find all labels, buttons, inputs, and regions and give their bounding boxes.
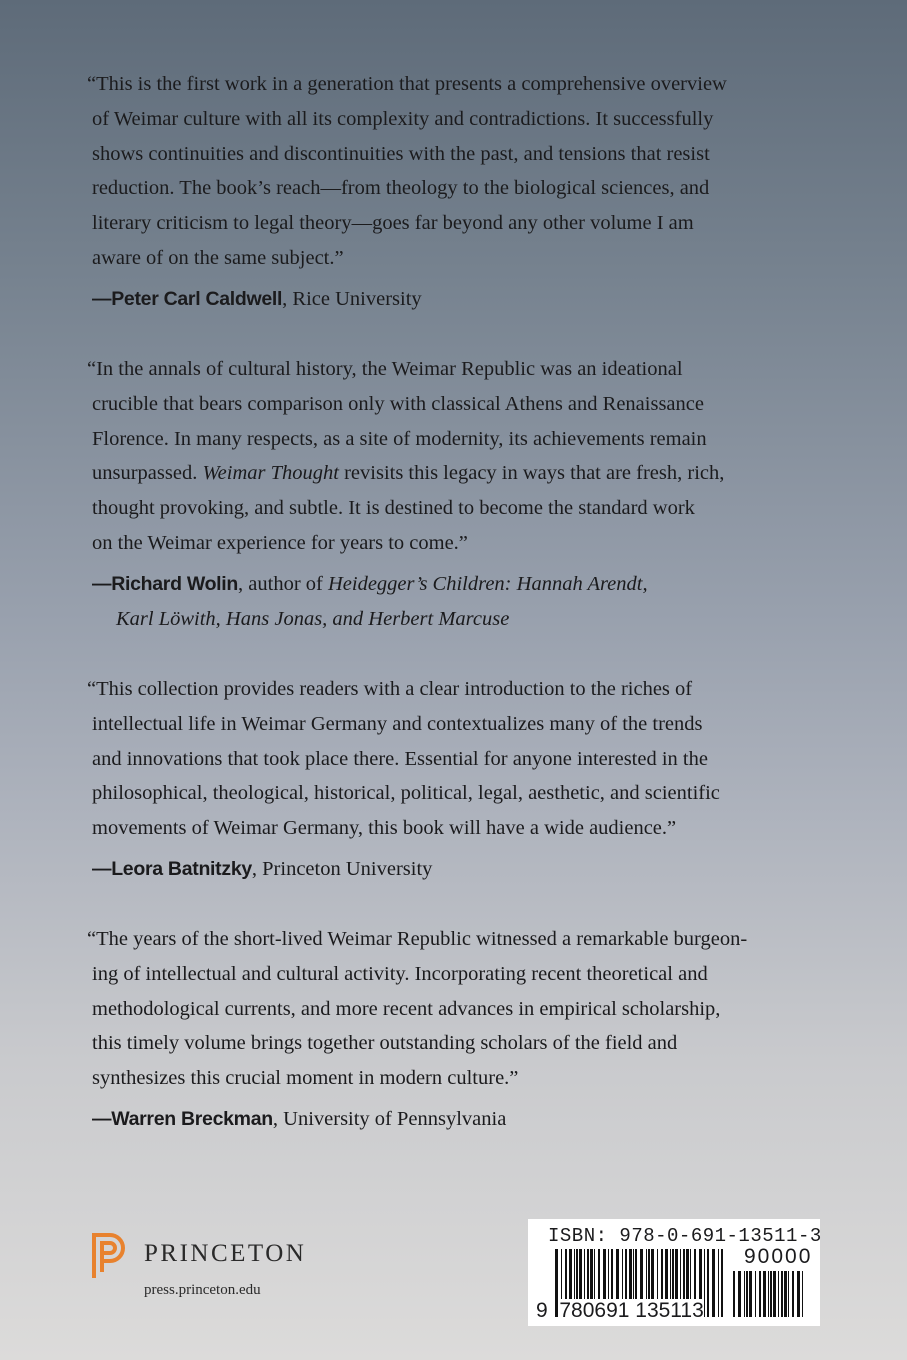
attribution [92,852,852,887]
quote-line: on the Weimar experience for years to come.” [92,531,468,554]
quote-line: reduction. The book’s reach—from theology to the biological sciences, and [92,177,710,200]
book-title: Heidegger’s Children: Hannah Arendt, [327,572,648,595]
quote-line: crucible that bears comparison only with classical Athens and Renaissance [92,392,704,415]
quote-line: “The years of the short-lived Weimar Republic witnessed a remarkable burgeon- [87,928,748,950]
author-affiliation: , author of [238,572,328,595]
barcode-addon: 90000 [744,1245,813,1268]
barcode-bar [768,1271,769,1317]
quote-line: synthesizes this crucial moment in modern culture.” [92,1067,519,1090]
barcode-bar [763,1271,766,1317]
barcode-bar [746,1271,748,1317]
quote-line: Florence. In many respects, as a site of modernity, its achievements remain [92,427,707,450]
barcode-bar [802,1271,803,1317]
barcode-bar [755,1271,756,1317]
princeton-p-icon [90,1232,130,1280]
isbn-text: ISBN: 978-0-691-13511-3 [548,1225,822,1247]
author-name: —Peter Carl Caldwell [92,287,283,310]
barcode-bar [797,1271,800,1317]
quote-line: aware of on the same subject.” [92,246,344,269]
blurb-wolin [87,352,852,636]
blurb-batnitzky [87,672,852,887]
author-name: —Richard Wolin [92,572,239,595]
barcode-bar [721,1249,723,1317]
author-affiliation: , Princeton University [251,857,433,880]
barcode-bar [778,1271,779,1317]
author-affiliation: , Rice University [282,287,422,310]
quote-line: “In the annals of cultural history, the Weimar Republic was an ideational [87,358,683,380]
barcode-bar [781,1271,783,1317]
barcode-bar [712,1249,715,1317]
quote-line: thought provoking, and subtle. It is destined to become the standard work [92,497,695,520]
barcode-bar [784,1271,787,1317]
author-name: —Warren Breckman [92,1107,273,1130]
barcode-bar [770,1271,772,1317]
barcode-digits [536,1299,704,1323]
quote-text: revisits this legacy in ways that are fresh, rich, [344,462,725,485]
barcode-bar [738,1271,741,1317]
quote-line: this timely volume brings together outstanding scholars of the field and [92,1032,678,1055]
barcode-main-digits: 780691 135113 [559,1299,704,1322]
quote-line: “This collection provides readers with a clear introduction to the riches of [87,678,693,700]
publisher-url: press.princeton.edu [144,1282,261,1298]
author-name: —Leora Batnitzky [92,857,252,880]
barcode-bar [749,1271,752,1317]
quote-line: philosophical, theological, historical, political, legal, aesthetic, and scientific [92,782,720,805]
quote-line: of Weimar culture with all its complexity and contradictions. It successfully [92,107,714,130]
barcode-bar [759,1271,761,1317]
book-title: Weimar Thought [202,462,339,485]
barcode-bar [733,1271,735,1317]
quote-line: ing of intellectual and cultural activity. Incorporating recent theoretical and [92,962,708,985]
attribution [92,282,852,317]
barcode-bar [788,1271,789,1317]
barcode-bar [773,1271,776,1317]
quote-line: shows continuities and discontinuities with the past, and tensions that resist [92,142,710,165]
addon-bars [733,1271,805,1317]
barcode-bar [744,1271,745,1317]
book-title: Karl Löwith, Hans Jonas, and Herbert Marcuse [116,607,510,630]
attribution [92,1102,852,1137]
barcode-bar [792,1271,794,1317]
quote-line: methodological currents, and more recent advances in empirical scholarship, [92,997,721,1020]
quote-line [92,456,852,491]
attribution [92,567,852,602]
barcode-bar [707,1249,709,1317]
author-affiliation: , University of Pennsylvania [272,1107,507,1130]
blurb-breckman [87,922,852,1137]
quote-line: “This is the first work in a generation that presents a comprehensive overview [87,73,727,95]
quote-line: literary criticism to legal theory—goes far beyond any other volume I am [92,212,694,235]
publisher-name: PRINCETON [144,1240,307,1267]
blurb-caldwell [87,67,852,317]
quote-line: and innovations that took place there. Essential for anyone interested in the [92,747,708,770]
barcode-bar [704,1249,705,1317]
quote-text: unsurpassed. [92,462,198,485]
barcode-lead-digit: 9 [536,1299,548,1322]
quote-line: intellectual life in Weimar Germany and contextualizes many of the trends [92,712,703,735]
isbn-barcode [528,1219,820,1326]
quote-line: movements of Weimar Germany, this book will have a wide audience.” [92,817,677,840]
barcode-bar [718,1249,719,1317]
